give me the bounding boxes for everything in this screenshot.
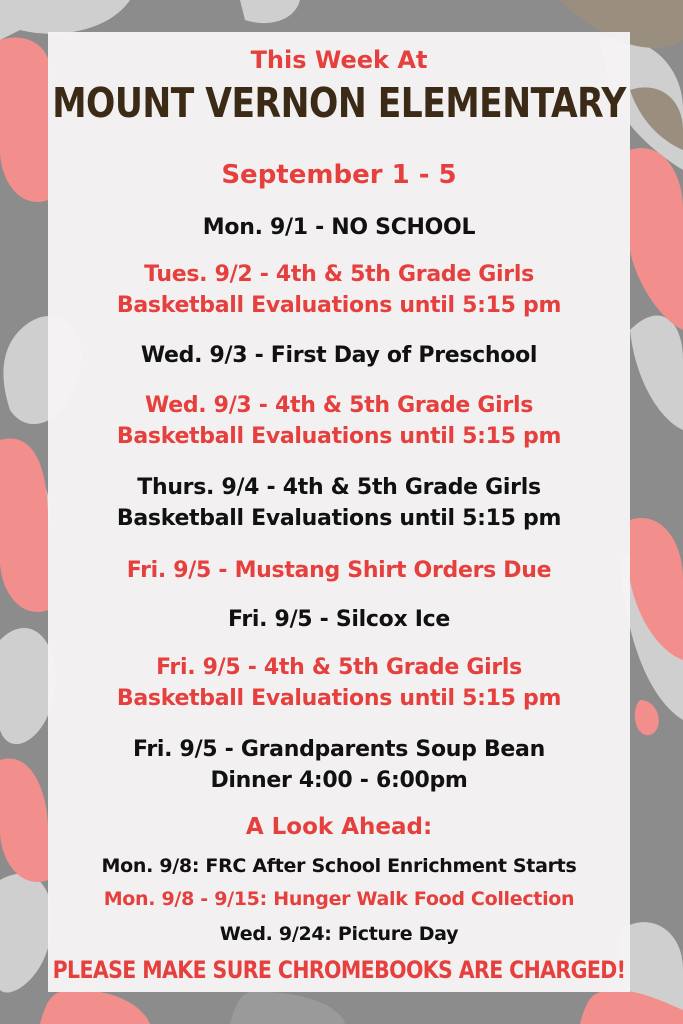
- flyer-card: [48, 32, 630, 992]
- event-line: Basketball Evaluations until 5:15 pm: [116, 424, 562, 449]
- event-line: Basketball Evaluations until 5:15 pm: [116, 506, 562, 531]
- event-line: Mon. 9/1 - NO SCHOOL: [202, 215, 476, 240]
- look-ahead-heading: A Look Ahead:: [245, 814, 433, 840]
- event-line: Tues. 9/2 - 4th & 5th Grade Girls: [144, 262, 534, 287]
- event-line: Fri. 9/5 - 4th & 5th Grade Girls: [156, 655, 522, 680]
- look-ahead-item: Mon. 9/8: FRC After School Enrichment Starts: [101, 855, 577, 877]
- date-range-heading: September 1 - 5: [221, 160, 457, 190]
- event-line: Dinner 4:00 - 6:00pm: [210, 768, 468, 793]
- this-week-at-heading: This Week At: [250, 46, 428, 74]
- chromebook-notice: PLEASE MAKE SURE CHROMEBOOKS ARE CHARGED!: [52, 956, 626, 984]
- event-line: Wed. 9/3 - 4th & 5th Grade Girls: [145, 393, 533, 418]
- look-ahead-item: Wed. 9/24: Picture Day: [219, 923, 459, 945]
- event-line: Fri. 9/5 - Mustang Shirt Orders Due: [126, 558, 552, 583]
- event-line: Basketball Evaluations until 5:15 pm: [116, 686, 562, 711]
- look-ahead-item: Mon. 9/8 - 9/15: Hunger Walk Food Collection: [103, 888, 575, 910]
- event-line: Fri. 9/5 - Grandparents Soup Bean: [133, 737, 545, 762]
- school-name-title: MOUNT VERNON ELEMENTARY: [52, 80, 626, 128]
- event-line: Wed. 9/3 - First Day of Preschool: [140, 343, 538, 368]
- event-line: Thurs. 9/4 - 4th & 5th Grade Girls: [137, 475, 541, 500]
- event-line: Fri. 9/5 - Silcox Ice: [228, 607, 450, 632]
- event-line: Basketball Evaluations until 5:15 pm: [116, 293, 562, 318]
